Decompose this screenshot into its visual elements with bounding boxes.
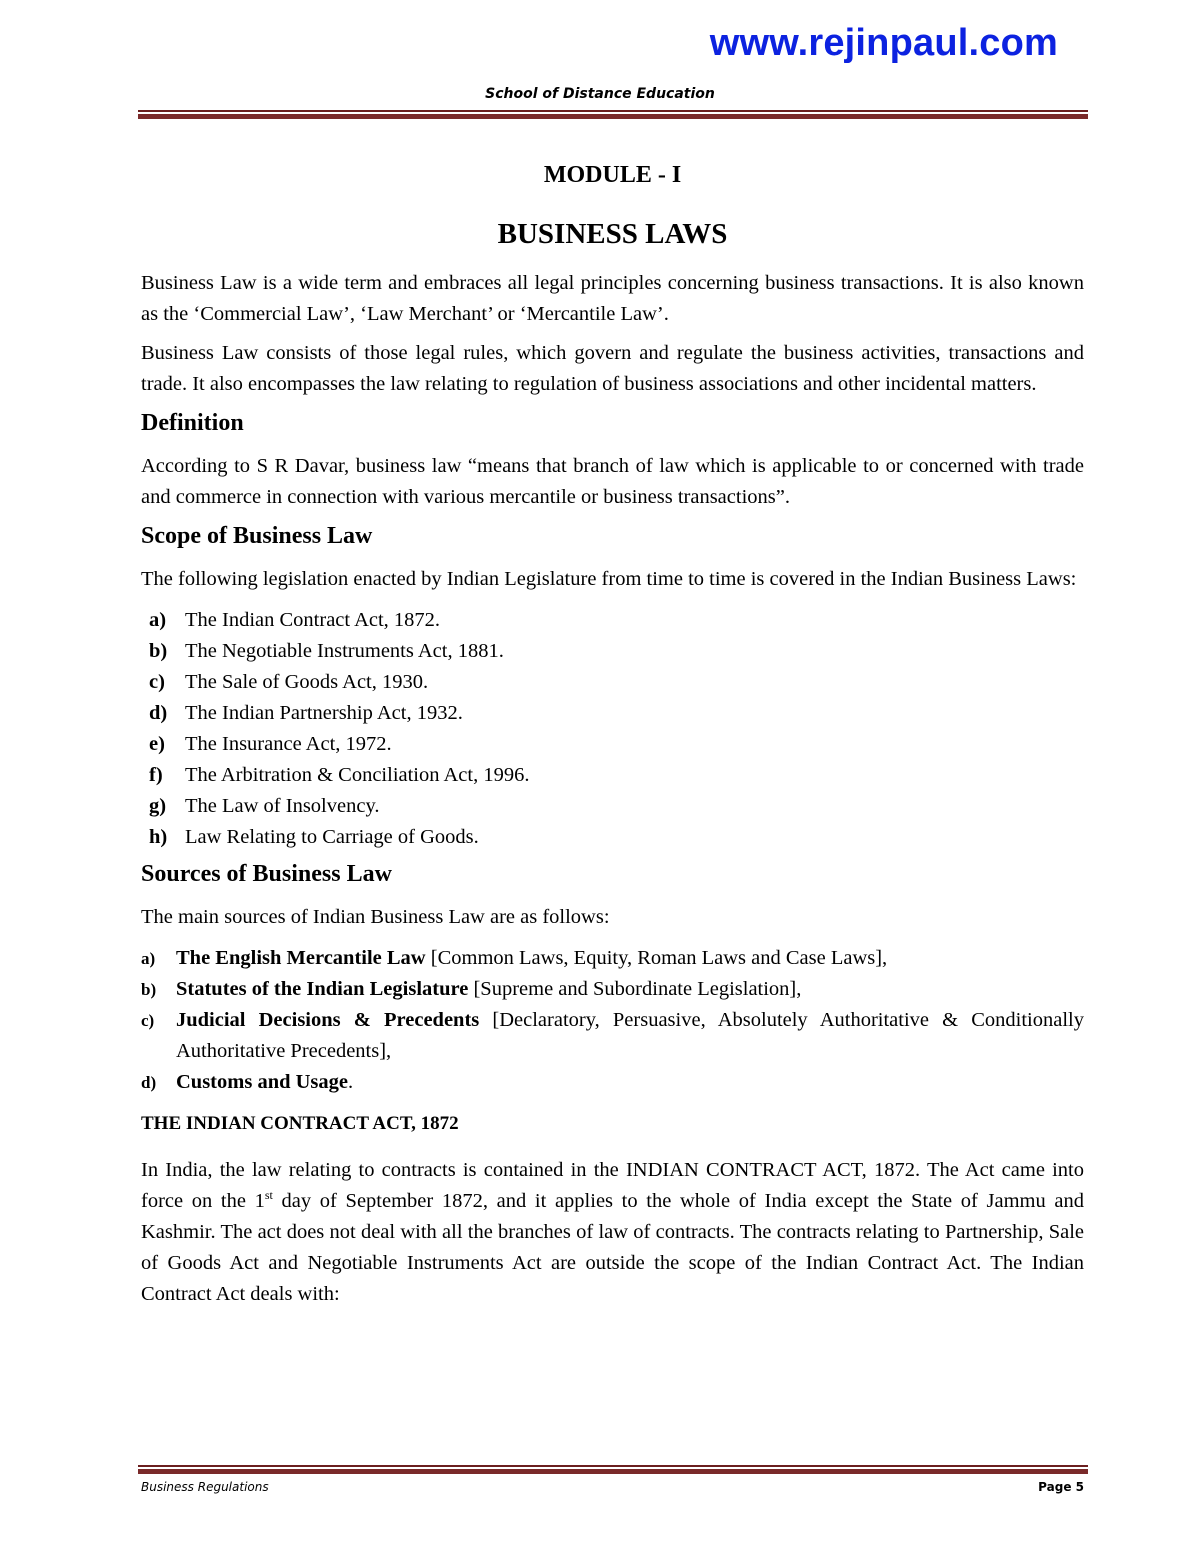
watermark-url[interactable]: www.rejinpaul.com [709,22,1058,64]
list-marker: h) [149,826,168,848]
list-marker: d) [141,1073,157,1092]
list-item-text: The Law of Insolvency. [185,795,380,817]
definition-text: According to S R Davar, business law “means that branch of law which is applicable to or concerned with trade and commerce in connection with various mercantile or business transactions”. [141,455,1084,508]
list-item [141,729,1084,760]
contract-act-text-1: In India, the law relating to contracts is contained in the INDIAN CONTRACT ACT, 1872. The Act came into force on the 1 [141,1159,1084,1212]
contract-act-text-2: day of September 1872, and it applies to the whole of India except the State of Jammu and Kashmir. The act does not deal with all the branches of law of contracts. The contracts relating to Partnership, Sale of Goods Act and Negotiable Instruments Act are outside the scope of the Indian Contract Act. The Indian Contract Act deals with: [141,1190,1084,1305]
scope-heading: Scope of Business Law [141,523,373,549]
list-item [141,636,1084,667]
list-marker: c) [141,1011,155,1030]
list-item [141,943,1084,974]
list-item-text: The Insurance Act, 1972. [185,733,392,755]
source-detail: [Declaratory, Persuasive, Absolutely Authoritative & Conditionally Authoritative Precedents], [176,1009,1084,1062]
scope-list [141,605,1084,853]
list-marker: e) [149,733,165,755]
list-item [141,1067,1084,1098]
source-name: Customs and Usage [176,1071,348,1093]
ordinal-suffix: st [264,1188,273,1203]
running-header: School of Distance Education [485,86,715,102]
page-number: Page 5 [1038,1480,1084,1494]
sources-list [141,943,1084,1098]
list-marker: a) [141,949,156,968]
list-item [141,698,1084,729]
definition-heading: Definition [141,410,244,436]
intro-paragraph-1: Business Law is a wide term and embraces all legal principles concerning business transactions. It is also known as the ‘Commercial Law’, ‘Law Merchant’ or ‘Mercantile Law’. [141,272,1084,325]
header-rule [138,110,1088,119]
list-item-text: The Negotiable Instruments Act, 1881. [185,640,504,662]
contract-act-heading: THE INDIAN CONTRACT ACT, 1872 [141,1113,459,1134]
list-item [141,1005,1084,1067]
list-item [141,667,1084,698]
list-item-text: Law Relating to Carriage of Goods. [185,826,479,848]
sources-heading: Sources of Business Law [141,861,392,887]
page-title: BUSINESS LAWS [497,218,728,250]
list-item [141,974,1084,1005]
list-marker: b) [141,980,157,999]
list-item [141,791,1084,822]
source-name: Judicial Decisions & Precedents [176,1009,480,1031]
list-item [141,605,1084,636]
contract-act-paragraph [141,1155,1084,1310]
source-name: Statutes of the Indian Legislature [176,978,469,1000]
source-detail: . [348,1071,354,1093]
scope-intro: The following legislation enacted by Indian Legislature from time to time is covered in the Indian Business Laws: [141,568,1077,590]
list-item [141,822,1084,853]
list-item-text: The Sale of Goods Act, 1930. [185,671,429,693]
source-name: The English Mercantile Law [176,947,426,969]
list-item-text: The Indian Contract Act, 1872. [185,609,441,631]
source-detail: [Supreme and Subordinate Legislation], [468,978,802,1000]
list-item [141,760,1084,791]
footer-course-name: Business Regulations [141,1480,269,1494]
module-number: MODULE - I [543,162,682,188]
source-detail: [Common Laws, Equity, Roman Laws and Case Laws], [425,947,888,969]
page-body [141,160,1084,1318]
list-marker: b) [149,640,168,662]
list-marker: d) [149,702,168,724]
sources-intro: The main sources of Indian Business Law are as follows: [141,906,610,928]
page-footer [141,1480,1084,1494]
list-item-text: The Arbitration & Conciliation Act, 1996. [185,764,530,786]
list-marker: f) [149,764,163,786]
footer-rule [138,1465,1088,1474]
list-marker: g) [149,795,167,817]
list-marker: a) [149,609,167,631]
list-item-text: The Indian Partnership Act, 1932. [185,702,463,724]
list-marker: c) [149,671,165,693]
intro-paragraph-2: Business Law consists of those legal rules, which govern and regulate the business activities, transactions and trade. It also encompasses the law relating to regulation of business associations and other incidental matters. [141,342,1084,395]
